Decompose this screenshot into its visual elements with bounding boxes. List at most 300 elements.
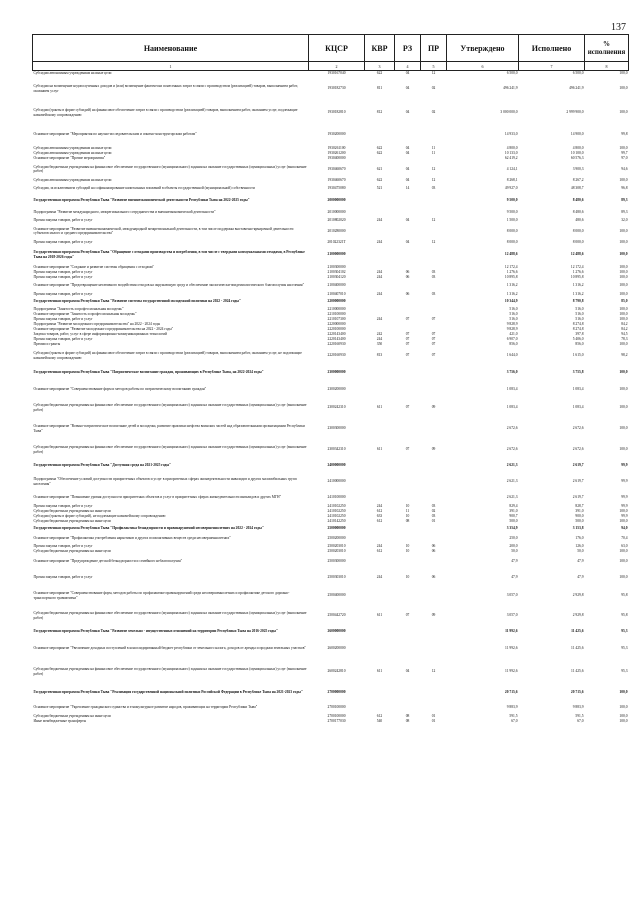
header-kvr: КВР	[365, 35, 395, 62]
row-approved: 3 057,0	[506, 613, 518, 618]
row-pr: 06	[431, 575, 436, 580]
row-executed: 3 755,8	[572, 370, 584, 375]
row-pr: 01	[431, 718, 436, 723]
row-kcsr: 2220143400	[327, 331, 346, 336]
row-name: Государственная программа Республики Тыва "Профилактика безнадзорности и правонарушений несовершеннолетних на 2022 - 2024 годы"	[33, 526, 264, 531]
row-name: Основное мероприятие "Военно-патриотическое воспитание детей и молодежи, развитие практики шефства воинских частей над образовательными организациями Республики Тыва"	[33, 424, 305, 433]
row-kcsr: 2300000000	[327, 370, 346, 375]
row-rz	[395, 207, 421, 218]
row-rz: 14	[405, 186, 410, 191]
row-percent: 100,0	[619, 341, 628, 346]
row-executed: 12 172,4	[570, 264, 584, 269]
row-pr: 03	[431, 503, 436, 508]
row-rz	[395, 534, 421, 544]
table-row	[33, 660, 629, 684]
column-number: 8	[585, 62, 629, 71]
row-rz: 10	[405, 513, 410, 518]
row-name: Прочая закупка товаров, работ и услуг	[33, 274, 93, 279]
table-row	[33, 124, 629, 146]
row-kcsr: 2400000000	[327, 463, 346, 468]
row-percent: 97,0	[621, 155, 628, 160]
row-percent: 100,0	[619, 386, 628, 391]
row-name: Прочая закупка товаров, работ и услуг	[33, 543, 93, 548]
row-pr: 11	[431, 145, 436, 150]
row-pr	[421, 684, 447, 702]
row-approved: 8 000,0	[506, 228, 518, 233]
row-percent: 84,2	[621, 326, 628, 331]
row-executed: 516,0	[575, 311, 584, 316]
row-name: Государственная программа Республики Тыва "Развитие земельно - имущественных отношений на территории Республики Тыва на 2016-2025 годы"	[33, 629, 279, 634]
row-approved: 11 992,6	[505, 629, 518, 634]
row-name: Субсидии (гранты в форме субсидий) на финансовое обеспечение затрат в связи с производством (реализацией) товаров, выполнением работ, оказанием услуг, не подлежащие казначейскому сопровождению	[33, 351, 302, 360]
column-number: 4	[395, 62, 421, 71]
row-pr: 09	[431, 613, 436, 618]
row-approved: 11 992,6	[505, 646, 518, 651]
row-rz	[395, 586, 421, 606]
row-kvr	[365, 245, 395, 265]
row-kcsr: 2700100000	[327, 705, 346, 710]
row-kvr: 813	[376, 353, 383, 358]
row-kvr	[365, 223, 395, 240]
row-rz: 07	[405, 316, 410, 321]
row-executed: 1 276,6	[572, 269, 584, 274]
table-body	[33, 71, 629, 724]
row-executed: 591,5	[575, 713, 584, 718]
row-executed: 67,0	[577, 718, 584, 723]
row-percent: 100,0	[619, 405, 628, 410]
row-executed: 1 083,4	[572, 405, 584, 410]
row-pr	[421, 418, 447, 440]
row-executed: 2 619,7	[572, 479, 584, 484]
table-row	[33, 606, 629, 626]
row-kvr	[365, 534, 395, 544]
row-percent: 99,9	[621, 463, 628, 468]
table-row	[33, 418, 629, 440]
row-kcsr: 2000000000	[327, 198, 346, 203]
row-approved: 67,0	[511, 718, 518, 723]
row-kcsr: 2500203010	[327, 548, 346, 553]
row-executed: 480,6	[575, 217, 584, 222]
row-kvr: 612	[376, 548, 383, 553]
row-approved: 856,0	[509, 341, 518, 346]
row-pr: 12	[431, 71, 436, 76]
row-executed: 397,8	[575, 331, 584, 336]
row-kvr	[365, 418, 395, 440]
row-kcsr: 2220143400	[327, 336, 346, 341]
row-approved: 421,0	[509, 331, 518, 336]
row-percent: 99,9	[621, 503, 628, 508]
row-approved: 500,0	[509, 518, 518, 523]
header-rz: РЗ	[395, 35, 421, 62]
row-rz: 10	[405, 575, 410, 580]
row-kcsr: 2410102250	[327, 513, 346, 518]
row-kcsr: 2010000000	[327, 209, 346, 214]
row-approved: 9 500,0	[506, 198, 518, 203]
row-percent: 100,0	[619, 145, 628, 150]
row-name: Субсидии бюджетным учреждениям на финансовое обеспечение государственного (муниципального) задания на оказание государственных (муниципальных) услуг (выполнение работ)	[33, 403, 307, 412]
row-kcsr: 2500400000	[327, 593, 346, 598]
row-pr	[421, 381, 447, 398]
row-approved: 8 268,1	[506, 177, 518, 182]
row-percent: 100,0	[619, 283, 628, 288]
row-approved: 6 500,0	[506, 71, 518, 76]
row-pr: 02	[431, 508, 436, 513]
row-name: Государственная программа Республики Тыва "Доступная среда на 2021-2025 годы"	[33, 463, 172, 468]
row-pr: 03	[431, 513, 436, 518]
row-kcsr: 2100304102	[327, 269, 346, 274]
table-row	[33, 347, 629, 365]
table-row	[33, 245, 629, 265]
row-rz: 04	[405, 217, 410, 222]
row-percent: 84,2	[621, 321, 628, 326]
row-approved: 591,5	[509, 713, 518, 718]
row-executed: 828,7	[575, 503, 584, 508]
row-name: Субсидии бюджетным учреждениям на финансовое обеспечение государственного (муниципального) задания на оказание государственных (муниципальных) услуг (выполнение работ)	[33, 164, 307, 173]
row-rz	[395, 223, 421, 240]
column-number: 2	[309, 62, 365, 71]
row-kcsr: 2100407010	[327, 291, 346, 296]
row-executed: 5 406,0	[572, 336, 584, 341]
row-pr	[421, 460, 447, 472]
row-approved: 516,0	[509, 316, 518, 321]
table-row	[33, 684, 629, 702]
row-rz: 04	[405, 86, 410, 91]
row-rz	[395, 124, 421, 146]
row-percent: 100,0	[619, 548, 628, 553]
row-kcsr: 2100300000	[327, 264, 346, 269]
row-rz	[395, 195, 421, 207]
row-name: Основное мероприятие "Совершенствование форм и методов работы по патриотическому воспитанию граждан"	[33, 386, 207, 391]
table-row	[33, 280, 629, 292]
row-percent: 100,0	[619, 110, 628, 115]
row-kcsr: 2300342310	[327, 447, 346, 452]
row-kvr	[365, 492, 395, 504]
row-kvr	[365, 297, 395, 307]
row-kcsr: 1930400000	[327, 155, 346, 160]
row-percent: 94,0	[621, 526, 628, 531]
row-kcsr: 2700100000	[327, 713, 346, 718]
row-percent: 99,9	[621, 479, 628, 484]
row-approved: 2 672,6	[506, 426, 518, 431]
row-rz: 07	[405, 331, 410, 336]
row-percent: 100,0	[619, 291, 628, 296]
row-percent: 100,0	[619, 518, 628, 523]
row-name: Субсидии автономным учреждениям на иные цели	[33, 145, 112, 150]
row-name: Субсидии автономным учреждениям на иные цели	[33, 177, 112, 182]
row-kcsr: 2220000000	[327, 321, 346, 326]
row-name: Субсидии бюджетным учреждениям на иные цели	[33, 518, 111, 523]
row-kvr: 244	[376, 217, 383, 222]
row-kvr: 350	[376, 341, 383, 346]
row-approved: 11 992,6	[505, 669, 518, 674]
row-executed: 8 480,6	[572, 198, 584, 203]
row-pr	[421, 207, 447, 218]
row-rz: 11	[405, 508, 410, 513]
row-executed: 20 715,6	[570, 690, 584, 695]
row-rz	[395, 418, 421, 440]
row-percent: 95,3	[621, 646, 628, 651]
row-percent: 32,0	[621, 217, 628, 222]
row-executed: 11 425,6	[571, 669, 584, 674]
row-name: Государственная программа Республики Тыва "Реализация государственной национальной политики Российской Федерации в Республике Тыва на 2021-2023 годы"	[33, 690, 303, 695]
table-row	[33, 472, 629, 492]
row-rz	[395, 245, 421, 265]
row-rz	[395, 638, 421, 660]
row-pr: 12	[431, 166, 436, 171]
table-row	[33, 492, 629, 504]
row-pr: 07	[431, 341, 436, 346]
row-name: Субсидии на возмещение недополученных доходов и (или) возмещение фактически понесенных затрат в связи с производством (реализацией) товаров, выполнением работ, оказанием услуг	[33, 84, 298, 93]
table-row	[33, 570, 629, 586]
header-row	[33, 35, 629, 62]
row-pr: 03	[431, 269, 436, 274]
row-approved: 1 316,2	[506, 291, 518, 296]
row-executed: 900,0	[575, 513, 584, 518]
row-name: Субсидии бюджетным учреждениям на иные цели	[33, 508, 111, 513]
table-row	[33, 702, 629, 714]
row-name: Прочая закупка товаров, работ и услуг	[33, 575, 93, 580]
row-name: Субсидии бюджетным учреждениям на финансовое обеспечение государственного (муниципального) задания на оказание государственных (муниципальных) услуг (выполнение работ)	[33, 667, 307, 676]
row-rz: 07	[405, 353, 410, 358]
row-name: Подпрограмма "Обеспечение условий доступности приоритетных объектов и услуг в приоритетных сферах жизнедеятельности инвалидов и других маломобильных групп населения"	[33, 477, 297, 486]
row-percent: 100,0	[619, 274, 628, 279]
row-approved: 1 644,0	[506, 353, 518, 358]
row-kvr: 622	[376, 150, 383, 155]
row-rz	[395, 280, 421, 292]
column-number-row	[33, 62, 629, 71]
row-approved: 14 933,0	[504, 132, 518, 137]
row-approved: 2 621,3	[506, 479, 518, 484]
row-rz	[395, 381, 421, 398]
row-kcsr: 2010802020	[327, 217, 346, 222]
table-row	[33, 183, 629, 195]
row-kcsr: 2220160930	[327, 353, 346, 358]
row-kvr	[365, 381, 395, 398]
table-row	[33, 534, 629, 544]
row-executed: 496 241,9	[569, 86, 584, 91]
row-approved: 1 316,2	[506, 283, 518, 288]
row-kcsr: 2410100000	[327, 495, 346, 500]
row-approved: 10 133,0	[504, 150, 518, 155]
row-executed: 2 929,8	[572, 593, 584, 598]
row-rz	[395, 684, 421, 702]
row-name: Субсидии бюджетным учреждениям на финансовое обеспечение государственного (муниципального) задания на оказание государственных (муниципальных) услуг (выполнение работ)	[33, 445, 307, 454]
row-executed: 8 000,0	[572, 228, 584, 233]
column-number: 7	[519, 62, 585, 71]
row-percent: 100,0	[619, 306, 628, 311]
row-pr: 06	[431, 543, 436, 548]
row-executed: 8 000,0	[572, 239, 584, 244]
row-executed: 60 576,3	[570, 155, 584, 160]
row-rz	[395, 472, 421, 492]
row-name: Субсидии бюджетным учреждениям на иные цели	[33, 548, 111, 553]
row-percent: 100,0	[619, 713, 628, 718]
row-kvr: 612	[376, 713, 383, 718]
row-name: Прочая закупка товаров, работ и услуг	[33, 291, 93, 296]
row-approved: 516,0	[509, 306, 518, 311]
row-kvr: 244	[376, 336, 383, 341]
column-number: 3	[365, 62, 395, 71]
row-approved: 900,7	[509, 513, 518, 518]
row-name: Подпрограмма "Развитие международного, межрегионального сотрудничества и внешнеэкономической деятельности"	[33, 209, 216, 214]
row-approved: 2 672,6	[506, 447, 518, 452]
row-percent: 100,0	[619, 177, 628, 182]
row-name: Прочая закупка товаров, работ и услуг	[33, 217, 93, 222]
row-percent: 96,8	[621, 186, 628, 191]
row-percent: 94,6	[621, 166, 628, 171]
row-kcsr: 2700177030	[327, 718, 346, 723]
row-kvr: 244	[376, 239, 383, 244]
row-rz: 08	[405, 713, 410, 718]
row-name: Государственная программа Республики Тыва "Патриотическое воспитание граждан, проживающих в Республике Тыва, на 2022-2024 годы"	[33, 370, 264, 375]
row-approved: 12 488,6	[504, 252, 518, 257]
row-kcsr: 2220160930	[327, 341, 346, 346]
row-kcsr: 2600000000	[327, 629, 346, 634]
row-kcsr: 2100304120	[327, 274, 346, 279]
row-name: Прочая закупка товаров, работ и услуг	[33, 239, 93, 244]
row-name: Основное мероприятие "Развитие внешнеэкономической, международной межрегиональной деятельности, в том числе поддержка выставочно-ярмарочной деятельности субъектов малого и среднего предпринимательства"	[33, 226, 294, 235]
row-executed: 14 900,0	[570, 132, 584, 137]
row-approved: 9 883,9	[506, 705, 518, 710]
row-pr	[421, 472, 447, 492]
row-approved: 496 241,9	[503, 86, 518, 91]
row-name: Прочая закупка товаров, работ и услуг	[33, 269, 93, 274]
row-approved: 20 715,6	[504, 690, 518, 695]
row-kcsr: 2600200000	[327, 646, 346, 651]
table-row	[33, 638, 629, 660]
row-rz: 04	[405, 71, 410, 76]
row-kcsr: 2500200000	[327, 536, 346, 541]
row-executed: 1 316,2	[572, 291, 584, 296]
row-rz	[395, 297, 421, 307]
row-name: Основное мероприятие "Совершенствование форм, методов работы по профилактике правонарушений среди несовершеннолетних и профилактике детского дорожно-транспортного травматизма"	[33, 591, 290, 600]
row-rz	[395, 460, 421, 472]
table-row	[33, 460, 629, 472]
row-percent: 100,0	[619, 269, 628, 274]
row-rz: 07	[405, 405, 410, 410]
row-pr: 03	[431, 186, 436, 191]
row-rz: 04	[405, 110, 410, 115]
row-kvr: 242	[376, 331, 383, 336]
row-kcsr: 1930182810	[327, 110, 346, 115]
row-kvr	[365, 124, 395, 146]
row-rz: 04	[405, 669, 410, 674]
row-name: Основное мероприятие "Предотвращение негативного воздействия отходов на окружающую среду и обеспечение экологически-эпидемиологического благополучия населения"	[33, 283, 305, 288]
row-pr: 07	[431, 336, 436, 341]
row-approved: 9 500,0	[506, 209, 518, 214]
row-kcsr: 2300300000	[327, 426, 346, 431]
table-row	[33, 586, 629, 606]
row-name: Основное мероприятие "Укрепление гражданского единства и этнокультурное развитие народов, проживающих на территории Республики Тыва"	[33, 705, 258, 710]
row-pr	[421, 638, 447, 660]
row-name: Основное мероприятие "Предупреждение детской безнадзорности и семейного неблагополучия"	[33, 559, 183, 564]
row-executed: 500,0	[575, 518, 584, 523]
row-pr: 09	[431, 447, 436, 452]
row-executed: 47,9	[577, 575, 584, 580]
row-rz: 04	[405, 145, 410, 150]
row-kvr: 611	[376, 669, 383, 674]
row-executed: 8 790,8	[572, 299, 584, 304]
row-pr: 12	[431, 177, 436, 182]
row-kvr: 621	[376, 166, 383, 171]
row-kvr	[365, 684, 395, 702]
row-pr: 12	[431, 669, 436, 674]
row-kvr: 622	[376, 177, 383, 182]
row-executed: 8 267,2	[572, 177, 584, 182]
row-percent: 94,5	[621, 331, 628, 336]
table-row	[33, 102, 629, 124]
row-kcsr: 1930460670	[327, 177, 346, 182]
row-name: Основное мероприятие "Занятость и профессиональная молодежь"	[33, 311, 137, 316]
row-executed: 2 619,7	[572, 463, 584, 468]
header-executed: Исполнено	[519, 35, 585, 62]
row-pr	[421, 492, 447, 504]
row-percent: 100,0	[619, 426, 628, 431]
row-percent: 100,0	[619, 370, 628, 375]
row-executed: 391,0	[575, 508, 584, 513]
row-kvr	[365, 626, 395, 638]
row-approved: 1 083,4	[506, 386, 518, 391]
row-approved: 6 907,0	[506, 336, 518, 341]
row-percent: 78,3	[621, 336, 628, 341]
row-pr	[421, 554, 447, 570]
row-kcsr: 2500000000	[327, 526, 346, 531]
row-rz: 07	[405, 447, 410, 452]
row-pr: 12	[431, 239, 436, 244]
row-kcsr: 2500442720	[327, 613, 346, 618]
row-rz: 07	[405, 341, 410, 346]
row-pr: 01	[431, 713, 436, 718]
row-percent: 100,0	[619, 86, 628, 91]
row-kvr	[365, 460, 395, 472]
row-kvr: 521	[376, 186, 383, 191]
row-name: Прочая закупка товаров, работ и услуг	[33, 503, 93, 508]
row-approved: 4 800,0	[506, 145, 518, 150]
row-approved: 50,0	[511, 548, 518, 553]
row-approved: 47,9	[511, 575, 518, 580]
row-pr	[421, 223, 447, 240]
row-rz: 06	[405, 291, 410, 296]
row-rz	[395, 702, 421, 714]
row-pr	[421, 702, 447, 714]
row-kvr	[365, 586, 395, 606]
row-rz: 10	[405, 503, 410, 508]
row-kvr: 812	[376, 110, 383, 115]
row-executed: 6 500,0	[572, 71, 584, 76]
row-rz	[395, 626, 421, 638]
row-name: Прочая закупка товаров, работ и услуг	[33, 336, 93, 341]
row-percent: 63,0	[621, 543, 628, 548]
row-kcsr: 2500203010	[327, 543, 346, 548]
row-approved: 10 344,9	[504, 299, 518, 304]
row-approved: 200,0	[509, 543, 518, 548]
row-executed: 10 895,8	[570, 274, 584, 279]
table-row	[33, 207, 629, 218]
row-percent: 100,0	[619, 316, 628, 321]
row-percent: 100,0	[619, 239, 628, 244]
row-kvr: 244	[376, 291, 383, 296]
page-number: 137	[611, 22, 626, 33]
row-executed: 9 883,9	[572, 705, 584, 710]
table-row	[33, 161, 629, 178]
row-percent: 100,0	[619, 559, 628, 564]
row-executed: 2 929,8	[572, 613, 584, 618]
row-percent: 95,3	[621, 669, 628, 674]
budget-table	[32, 34, 629, 724]
row-executed: 50,0	[577, 548, 584, 553]
row-kvr: 633	[376, 513, 383, 518]
row-kcsr: 2600242810	[327, 669, 346, 674]
